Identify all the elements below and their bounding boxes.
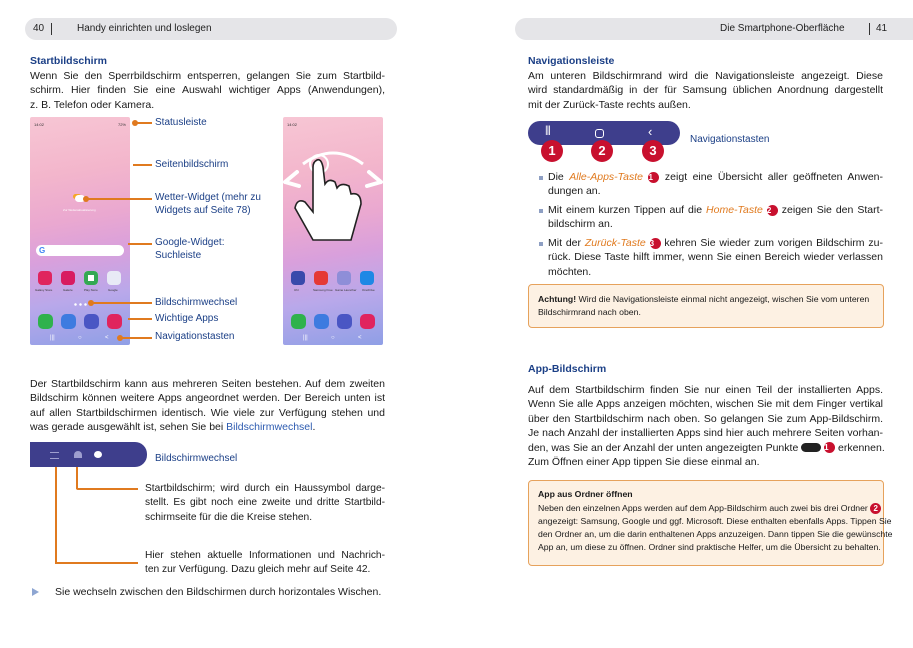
nav-badge-1: 1	[541, 140, 563, 162]
app-play-store	[84, 271, 98, 285]
right-dock-camera	[360, 314, 375, 329]
callout-line-google	[128, 243, 152, 245]
right-page-header	[515, 18, 913, 40]
note-bold: Achtung!	[538, 294, 577, 304]
app-galerie	[61, 271, 75, 285]
bullet-marker-1	[539, 176, 543, 180]
ordner-info-box: App aus Ordner öffnen Neben den einzelnen Apps werden auf dem App-Bildschirm auch zwei bis drei Ordner 2 angezeigt: Samsung, Google und ggf. Microsoft. Diese enthalten ebenfalls Apps. Tippen Sie den Ordner an, um die darin enthaltenen Apps anzuzeigen. Dann tippen Sie die gewünschte App an, um diese zu öffnen. Ordner sind praktische Helfer, um die Übersicht zu behalten.	[528, 480, 884, 566]
right-dock-messages	[314, 314, 329, 329]
app-label-galaxy-store: Galaxy Store	[35, 288, 53, 292]
callout-line-switch	[91, 302, 152, 304]
bullet-marker-2	[539, 209, 543, 213]
startbildschirm-paragraph: Der Startbildschirm kann aus mehreren Seiten bestehen. Auf dem zweiten Bildschirm können weitere Apps angeordnet werden. Der Bereich unten ist auf allen Startbildschirmen identisch. Wie viele zur Verfügung stehen und was gerade ausgewählt ist, sehen Sie bei Bildschirmwechsel.	[30, 378, 385, 434]
status-battery: 72%	[117, 122, 126, 127]
dock-camera-app	[107, 314, 122, 329]
callout-line-page	[133, 164, 152, 166]
bullet-marker-3	[539, 242, 543, 246]
callout-line-weather	[86, 198, 152, 200]
right-app-game-launcher	[337, 271, 351, 285]
right-dock-internet	[337, 314, 352, 329]
nav-badge-2: 2	[591, 140, 613, 162]
dock-phone-app	[38, 314, 53, 329]
screen-switcher-bar	[30, 442, 147, 467]
left-header-title: Handy einrichten und loslegen	[77, 23, 212, 34]
bullet-home: Mit einem kurzen Tippen auf die Home-Taste 2 zeigen Sie den Start- bildschirm an.	[548, 204, 883, 231]
right-app-label-samsung-free: Samsung Free	[313, 288, 333, 292]
status-time-2: 14:02	[287, 122, 298, 127]
bullet-alle-apps: Die Alle-Apps-Taste 1 zeigt eine Übersicht aller geöffneten Anwen- dungen an.	[548, 171, 883, 198]
phone-swipe-screenshot: 14:02 Uhr Samsung Free Game Launcher OneDrive ||| ○ <	[283, 117, 383, 345]
label-wetter-widget: Wetter-Widget (mehr zu Widgets auf Seite 78)	[155, 192, 261, 216]
callout-line-status	[135, 122, 152, 124]
bildschirmwechsel-link[interactable]: Bildschirmwechsel	[226, 421, 313, 434]
home-house-icon	[74, 451, 82, 458]
recent-apps-key-icon: |||	[545, 125, 550, 136]
page-dots-icon	[801, 443, 821, 452]
app-label-play-store: Play Store	[84, 288, 98, 292]
home-key-icon[interactable]	[595, 129, 604, 138]
google-g-icon: G	[39, 246, 46, 255]
header-divider	[51, 23, 52, 35]
app-label-google: Google	[108, 288, 118, 292]
callout-line-nav	[120, 337, 152, 339]
right-app-label-onedrive: OneDrive	[362, 288, 375, 292]
navigationsleiste-intro: Am unteren Bildschirmrand wird die Navigationsleiste angezeigt. Diese wird standardmäßig in der für Samsung üblichen Anordnung dargestellt mit der Zurück-Taste rechts außen.	[528, 70, 883, 111]
right-dock-phone	[291, 314, 306, 329]
startbildschirm-intro: Wenn Sie den Sperrbildschirm entsperren, gelangen Sie zum Startbild- schirm. Hier finden Sie eine Auswahl wichtiger Apps (Anwendungen), z. B. Telefon oder Kamera.	[30, 70, 385, 111]
right-app-label-game-launcher: Game Launcher	[335, 288, 357, 292]
active-page-dot	[94, 451, 102, 458]
folder-title: App aus Ordner öffnen	[538, 489, 633, 499]
google-search-bar	[36, 245, 124, 256]
right-page-number: 41	[876, 23, 888, 34]
label-google-widget: Google-Widget: Suchleiste	[155, 237, 225, 261]
section-title-startbildschirm: Startbildschirm	[30, 55, 108, 67]
callout-line-info-h	[55, 562, 138, 564]
right-header-title: Die Smartphone-Oberfläche	[720, 23, 845, 34]
app-galaxy-store	[38, 271, 52, 285]
dock-messages-app	[61, 314, 76, 329]
phone-homescreen-screenshot: 14:02 72% Zur Wetteraktualisierung G Galaxy Store Galerie Play Store Google ||| ○ <	[30, 117, 130, 345]
app-label-galerie: Galerie	[63, 288, 73, 292]
achtung-note: Achtung! Wird die Navigationsleiste einmal nicht angezeigt, wischen Sie vom unteren Bildschirmrand nach oben.	[528, 284, 884, 328]
app-bildschirm-paragraph: Auf dem Startbildschirm finden Sie nur einen Teil der installierten Apps. Wenn Sie alle Apps anzeigen möchten, wischen Sie mit dem Finger vertikal über den Startbildschirm nach oben. So gelangen Sie zum App-Bildschirm. Je nach Anzahl der installierten Apps sind hier auch mehrere Seiten vorhan- den, was Sie an der Anzahl der unten angezeigten Punkte 1 erkennen. Zum Öffnen einer App tippen Sie diese einmal an.	[528, 384, 885, 469]
dock-internet-app	[84, 314, 99, 329]
swipe-hand-icon	[283, 142, 383, 257]
left-page-number: 40	[33, 23, 45, 34]
label-navigationstasten: Navigationstasten	[155, 331, 235, 342]
left-page-header	[25, 18, 397, 40]
callout-line-info-v	[55, 467, 57, 563]
header-divider-right	[869, 23, 870, 35]
status-time: 14:02	[34, 122, 45, 127]
callout-informationen: Hier stehen aktuelle Informationen und Nachrich- ten zur Verfügung. Dazu gleich mehr auf Seite 42.	[145, 550, 385, 576]
label-statusleiste: Statusleiste	[155, 117, 207, 128]
swipe-hint: Sie wechseln zwischen den Bildschirmen durch horizontales Wischen.	[55, 586, 382, 598]
bar-label-bildschirmwechsel: Bildschirmwechsel	[155, 453, 238, 464]
label-wichtige-apps: Wichtige Apps	[155, 313, 219, 324]
callout-line-home-v	[76, 467, 78, 489]
weather-caption: Zur Wetteraktualisierung	[63, 208, 96, 212]
label-navigationstasten-right: Navigationstasten	[690, 134, 770, 145]
app-google-folder	[107, 271, 121, 285]
bullet-zurueck: Mit der Zurück-Taste 3 kehren Sie wieder zum vorigen Bildschirm zu- rück. Diese Taste hilft immer, wenn Sie einen Bereich wieder verlassen möchten.	[548, 237, 883, 278]
section-title-app-bildschirm: App-Bildschirm	[528, 363, 607, 375]
right-app-label-uhr: Uhr	[294, 288, 299, 292]
label-bildschirmwechsel: Bildschirmwechsel	[155, 297, 238, 308]
right-app-onedrive	[360, 271, 374, 285]
arrow-bullet-icon	[32, 588, 39, 596]
callout-line-apps	[128, 318, 152, 320]
back-key-icon[interactable]: ‹	[648, 124, 653, 139]
right-app-samsung-free	[314, 271, 328, 285]
callout-startbildschirm: Startbildschirm; wird durch ein Haussymbol darge- stellt. Es gibt noch eine zweite und dritte Startbild- schirmseite für die die Kreise stehen.	[145, 483, 385, 523]
label-seitenbildschirm: Seitenbildschirm	[155, 159, 229, 170]
page-indicator-dots	[73, 303, 87, 306]
callout-line-home-h	[76, 488, 138, 490]
nav-badge-3: 3	[642, 140, 664, 162]
right-app-uhr	[291, 271, 305, 285]
section-title-navigationsleiste: Navigationsleiste	[528, 55, 615, 67]
menu-lines-icon	[50, 452, 59, 459]
